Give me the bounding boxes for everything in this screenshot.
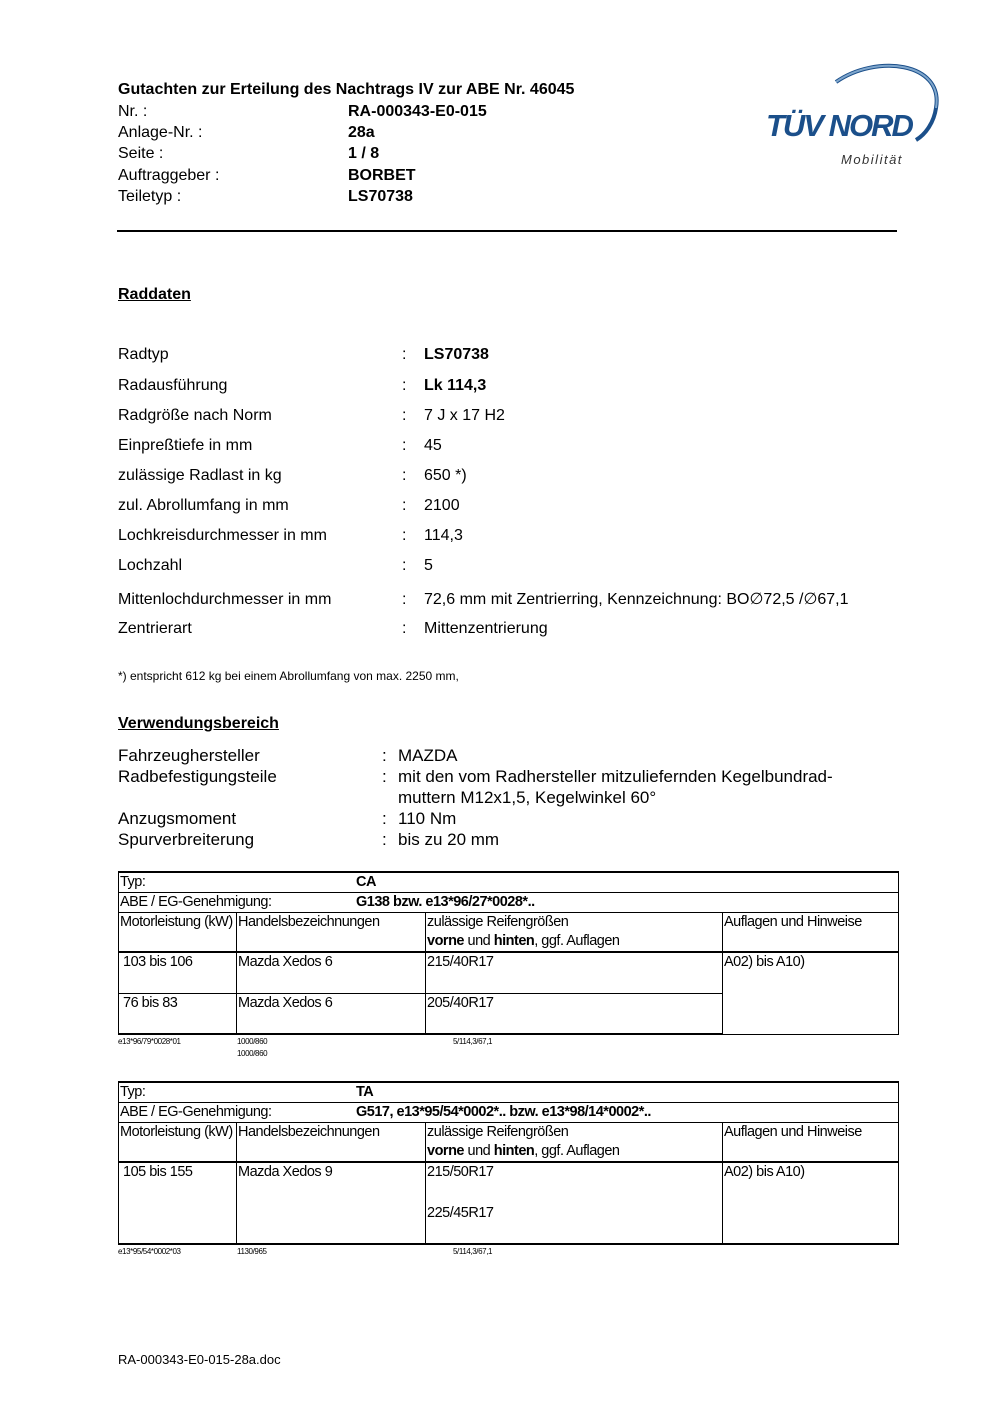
raddaten-value: 7 J x 17 H2 — [424, 407, 505, 424]
header-value: 28a — [348, 124, 375, 141]
col-header-reifen: zulässige Reifengrößen vorne und hinten, ggf. Auflagen — [426, 913, 723, 953]
table1-note-b1: 1000/860 — [237, 1037, 268, 1046]
verwendung-row: Spurverbreiterung : bis zu 20 mm — [118, 829, 898, 850]
cell-handel: Mazda Xedos 9 — [237, 1162, 426, 1244]
typ-value: TA — [356, 1084, 374, 1100]
raddaten-label: Lochkreisdurchmesser in mm — [118, 527, 327, 544]
typ-label: Typ: — [120, 1084, 146, 1100]
verwendung-row: Fahrzeughersteller : MAZDA — [118, 745, 898, 766]
raddaten-label: Radausführung — [118, 377, 228, 394]
cell-reifen: 205/40R17 — [426, 993, 723, 1034]
raddaten-row: Mittenlochdurchmesser in mm : 72,6 mm mit Zentrierring, Kennzeichnung: BO∅72,5 /∅67,1 — [118, 591, 849, 608]
table-row — [119, 1162, 899, 1244]
vehicle-table-ta — [118, 1081, 899, 1245]
verwendung-value: bis zu 20 mm — [398, 830, 500, 849]
raddaten-row: Lochkreisdurchmesser in mm : 114,3 — [118, 527, 463, 544]
logo-sub: Mobilität — [841, 152, 903, 167]
header-row-nr — [118, 103, 538, 121]
document-title: Gutachten zur Erteilung des Nachtrags IV zur ABE Nr. 46045 — [118, 81, 575, 98]
table-header-row — [119, 913, 899, 953]
verwendung-label: Radbefestigungsteile — [118, 767, 277, 786]
reifen-line: 225/45R17 — [427, 1205, 494, 1221]
header-label: Auftraggeber : — [118, 167, 220, 184]
table-row — [119, 1103, 899, 1123]
raddaten-value: 114,3 — [424, 527, 463, 544]
col-header-motor: Motorleistung (kW) — [119, 913, 237, 953]
header-label: Anlage-Nr. : — [118, 124, 203, 141]
raddaten-label: Einpreßtiefe in mm — [118, 437, 253, 454]
verwendung-label: Fahrzeughersteller — [118, 746, 260, 765]
header-row-seite — [118, 145, 538, 163]
header-value: RA-000343-E0-015 — [348, 103, 487, 120]
table-row — [119, 893, 899, 913]
abe-label: ABE / EG-Genehmigung: — [120, 1104, 272, 1120]
typ-value: CA — [356, 874, 376, 890]
header-divider — [117, 230, 897, 232]
col-header-motor: Motorleistung (kW) — [119, 1123, 237, 1163]
cell-auflagen: A02) bis A10) — [723, 1162, 899, 1244]
header-label: Teiletyp : — [118, 188, 182, 205]
cell-handel: Mazda Xedos 6 — [237, 952, 426, 993]
header-row-teiletyp — [118, 188, 538, 206]
raddaten-value: LS70738 — [424, 346, 489, 363]
col-header-auflagen: Auflagen und Hinweise — [723, 1123, 899, 1163]
raddaten-row: Einpreßtiefe in mm : 45 — [118, 437, 442, 454]
col-header-reifen: zulässige Reifengrößen vorne und hinten, ggf. Auflagen — [426, 1123, 723, 1163]
cell-handel: Mazda Xedos 6 — [237, 993, 426, 1034]
abe-value: G138 bzw. e13*96/27*0028*.. — [356, 894, 535, 910]
typ-label: Typ: — [120, 874, 146, 890]
header-value: LS70738 — [348, 188, 413, 205]
table2-note-b: 1130/965 — [237, 1247, 267, 1256]
header-row-anlage — [118, 124, 538, 142]
raddaten-row: Radgröße nach Norm : 7 J x 17 H2 — [118, 407, 505, 424]
raddaten-row: Radtyp : LS70738 — [118, 346, 489, 363]
table2-note-a: e13*95/54*0002*03 — [118, 1247, 181, 1256]
col-header-auflagen: Auflagen und Hinweise — [723, 913, 899, 953]
table2-note-c: 5/114,3/67,1 — [453, 1247, 493, 1256]
header-label: Nr. : — [118, 103, 148, 120]
verwendung-label: Anzugsmoment — [118, 809, 237, 828]
raddaten-value: Mittenzentrierung — [424, 620, 548, 637]
table-row — [119, 1082, 899, 1103]
raddaten-value: 5 — [424, 557, 433, 574]
vehicle-table-ca — [118, 871, 899, 1035]
verwendung-value: MAZDA — [398, 746, 458, 765]
table-row — [119, 952, 899, 993]
col-header-handel: Handelsbezeichnungen — [237, 913, 426, 953]
header-label: Seite : — [118, 145, 164, 162]
verwendung-row: Anzugsmoment : 110 Nm — [118, 808, 898, 829]
table1-note-b2: 1000/860 — [237, 1049, 268, 1058]
table1-note-c: 5/114,3/67,1 — [453, 1037, 493, 1046]
raddaten-value: Lk 114,3 — [424, 377, 487, 394]
tuv-nord-logo — [766, 60, 941, 172]
raddaten-label: Radgröße nach Norm — [118, 407, 272, 424]
raddaten-row: Zentrierart : Mittenzentrierung — [118, 620, 548, 637]
table-header-row — [119, 1123, 899, 1163]
verwendung-heading: Verwendungsbereich — [118, 715, 279, 732]
cell-reifen — [426, 1162, 723, 1244]
raddaten-label: Lochzahl — [118, 557, 183, 574]
raddaten-label: Radtyp — [118, 346, 169, 363]
table1-note-a: e13*96/79*0028*01 — [118, 1037, 181, 1046]
raddaten-row: zulässige Radlast in kg : 650 *) — [118, 467, 467, 484]
abe-label: ABE / EG-Genehmigung: — [120, 894, 272, 910]
raddaten-label: Mittenlochdurchmesser in mm — [118, 591, 332, 608]
raddaten-value: 45 — [424, 437, 442, 454]
raddaten-label: zulässige Radlast in kg — [118, 467, 282, 484]
cell-motor: 76 bis 83 — [119, 993, 237, 1034]
cell-reifen: 215/40R17 — [426, 952, 723, 993]
verwendung-value: mit den vom Radhersteller mitzuliefernden Kegelbundrad-muttern M12x1,5, Kegelwinkel 60° — [398, 767, 833, 807]
cell-motor: 103 bis 106 — [119, 952, 237, 993]
table-row — [119, 872, 899, 893]
raddaten-label: Zentrierart — [118, 620, 192, 637]
footer-filename: RA-000343-E0-015-28a.doc — [118, 1352, 281, 1367]
abe-value: G517, e13*95/54*0002*.. bzw. e13*98/14*0002*.. — [356, 1104, 651, 1120]
raddaten-row: zul. Abrollumfang in mm : 2100 — [118, 497, 460, 514]
header-row-auftraggeber — [118, 167, 538, 185]
cell-motor: 105 bis 155 — [119, 1162, 237, 1244]
raddaten-row: Lochzahl : 5 — [118, 557, 433, 574]
header-value: BORBET — [348, 167, 416, 184]
radlast-footnote: *) entspricht 612 kg bei einem Abrollumfang von max. 2250 mm, — [118, 669, 459, 683]
raddaten-label: zul. Abrollumfang in mm — [118, 497, 289, 514]
header-value: 1 / 8 — [348, 145, 380, 162]
verwendung-value: 110 Nm — [398, 809, 457, 828]
cell-auflagen: A02) bis A10) — [723, 952, 899, 1034]
raddaten-row: Radausführung : Lk 114,3 — [118, 377, 487, 394]
raddaten-value: 650 *) — [424, 467, 467, 484]
col-header-handel: Handelsbezeichnungen — [237, 1123, 426, 1163]
logo-brand: TÜV NORD — [766, 108, 912, 143]
raddaten-value: 2100 — [424, 497, 460, 514]
raddaten-value: 72,6 mm mit Zentrierring, Kennzeichnung: BO∅72,5 /∅67,1 — [424, 591, 849, 608]
verwendung-row: Radbefestigungsteile : mit den vom Radhersteller mitzuliefernden Kegelbundrad-muttern M12x1,5, Kegelwinkel 60° — [118, 766, 898, 808]
reifen-line: 215/50R17 — [427, 1164, 494, 1180]
raddaten-heading: Raddaten — [118, 286, 191, 303]
verwendung-label: Spurverbreiterung — [118, 830, 255, 849]
